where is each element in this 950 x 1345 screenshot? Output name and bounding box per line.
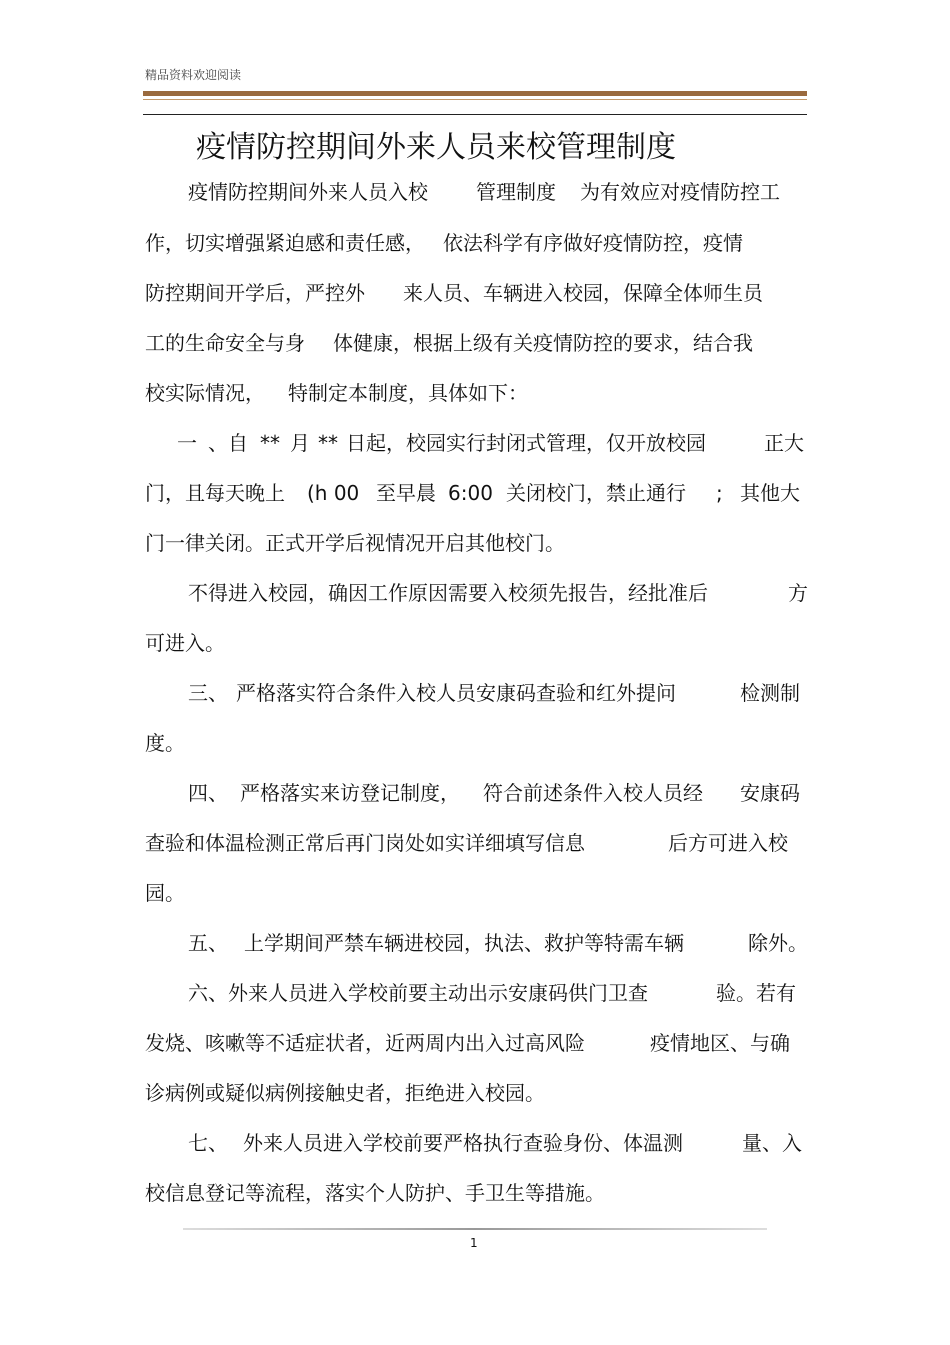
body-line-segment: 诊病例或疑似病例接触史者，拒绝进入校园。 xyxy=(145,1081,545,1105)
running-header: 精品资料欢迎阅读 xyxy=(145,68,242,82)
body-line-segment: 严格落实来访登记制度， xyxy=(240,781,460,805)
body-line-segment: 上学期间严禁车辆进校园，执法、救护等特需车辆 xyxy=(244,931,684,955)
body-line-segment: 体健康，根据上级有关疫情防控的要求，结合我 xyxy=(333,331,753,355)
body-line-segment: 疫情防控期间外来人员入校 xyxy=(188,180,428,204)
body-line-segment: 其他大 xyxy=(740,481,800,505)
body-line-segment: 至早晨 xyxy=(376,481,436,505)
body-line-segment: 特制定本制度，具体如下： xyxy=(288,381,528,405)
body-line-segment: 严格落实符合条件入校人员安康码查验和红外提问 xyxy=(236,681,676,705)
body-line-segment: 校信息登记等流程，落实个人防护、手卫生等措施。 xyxy=(145,1181,605,1205)
body-line-segment: 五、 xyxy=(188,931,228,955)
body-line-segment: 月 xyxy=(290,431,310,455)
body-line-segment: ** xyxy=(260,431,280,455)
body-line-segment: 不得进入校园，确因工作原因需要入校须先报告，经批准后 xyxy=(188,581,708,605)
body-line-segment: 门，且每天晚上 xyxy=(145,481,285,505)
body-line-segment: 符合前述条件入校人员经 xyxy=(483,781,703,805)
body-line-segment: 七、 xyxy=(188,1131,228,1155)
body-line-segment: 六、外来人员进入学校前要主动出示安康码供门卫查 xyxy=(188,981,648,1005)
footer-rule xyxy=(183,1228,767,1230)
body-line-segment: 工的生命安全与身 xyxy=(145,331,305,355)
body-line-segment: 方 xyxy=(788,581,808,605)
body-line-segment: 正大 xyxy=(764,431,804,455)
body-line-segment: 量、入 xyxy=(742,1131,802,1155)
body-line-segment: 查验和体温检测正常后再门岗处如实详细填写信息 xyxy=(145,831,585,855)
body-line-segment: 门一律关闭。正式开学后视情况开启其他校门。 xyxy=(145,531,565,555)
body-line-segment: 后方可进入校 xyxy=(668,831,788,855)
document-title: 疫情防控期间外来人员来校管理制度 xyxy=(196,130,676,165)
body-line-segment: 依法科学有序做好疫情防控，疫情 xyxy=(443,231,743,255)
body-line-segment: 疫情地区、与确 xyxy=(650,1031,790,1055)
body-line-segment: 防控期间开学后，严控外 xyxy=(145,281,365,305)
body-line-segment: 关闭校门，禁止通行 xyxy=(506,481,686,505)
body-line-segment: 可进入。 xyxy=(145,631,225,655)
body-line-segment: (h 00 xyxy=(307,481,360,505)
body-line-segment: 安康码 xyxy=(740,781,800,805)
body-line-segment: 验。若有 xyxy=(716,981,796,1005)
body-line-segment: 管理制度 xyxy=(476,180,556,204)
body-line-segment: 一 xyxy=(177,431,197,455)
body-line-segment: 为有效应对疫情防控工 xyxy=(580,180,780,204)
body-line-segment: 检测制 xyxy=(740,681,800,705)
body-line-segment: 来人员、车辆进入校园，保障全体师生员 xyxy=(403,281,763,305)
body-line-segment: 除外。 xyxy=(748,931,808,955)
body-line-segment: 园。 xyxy=(145,881,185,905)
body-line-segment: ** xyxy=(318,431,338,455)
body-line-segment: 四、 xyxy=(188,781,228,805)
body-line-segment: 、自 xyxy=(208,431,248,455)
body-line-segment: 度。 xyxy=(145,731,185,755)
body-line-segment: 6:00 xyxy=(448,481,493,505)
body-line-segment: 日起，校园实行封闭式管理，仅开放校园 xyxy=(346,431,706,455)
body-line-segment: 三、 xyxy=(188,681,228,705)
body-line-segment: 发烧、咳嗽等不适症状者，近两周内出入过高风险 xyxy=(145,1031,585,1055)
page-number: 1 xyxy=(470,1236,478,1250)
body-line-segment: 校实际情况， xyxy=(145,381,265,405)
body-line-segment: 作，切实增强紧迫感和责任感， xyxy=(145,231,425,255)
body-line-segment: 外来人员进入学校前要严格执行查验身份、体温测 xyxy=(243,1131,683,1155)
body-line-segment: ; xyxy=(716,481,723,505)
